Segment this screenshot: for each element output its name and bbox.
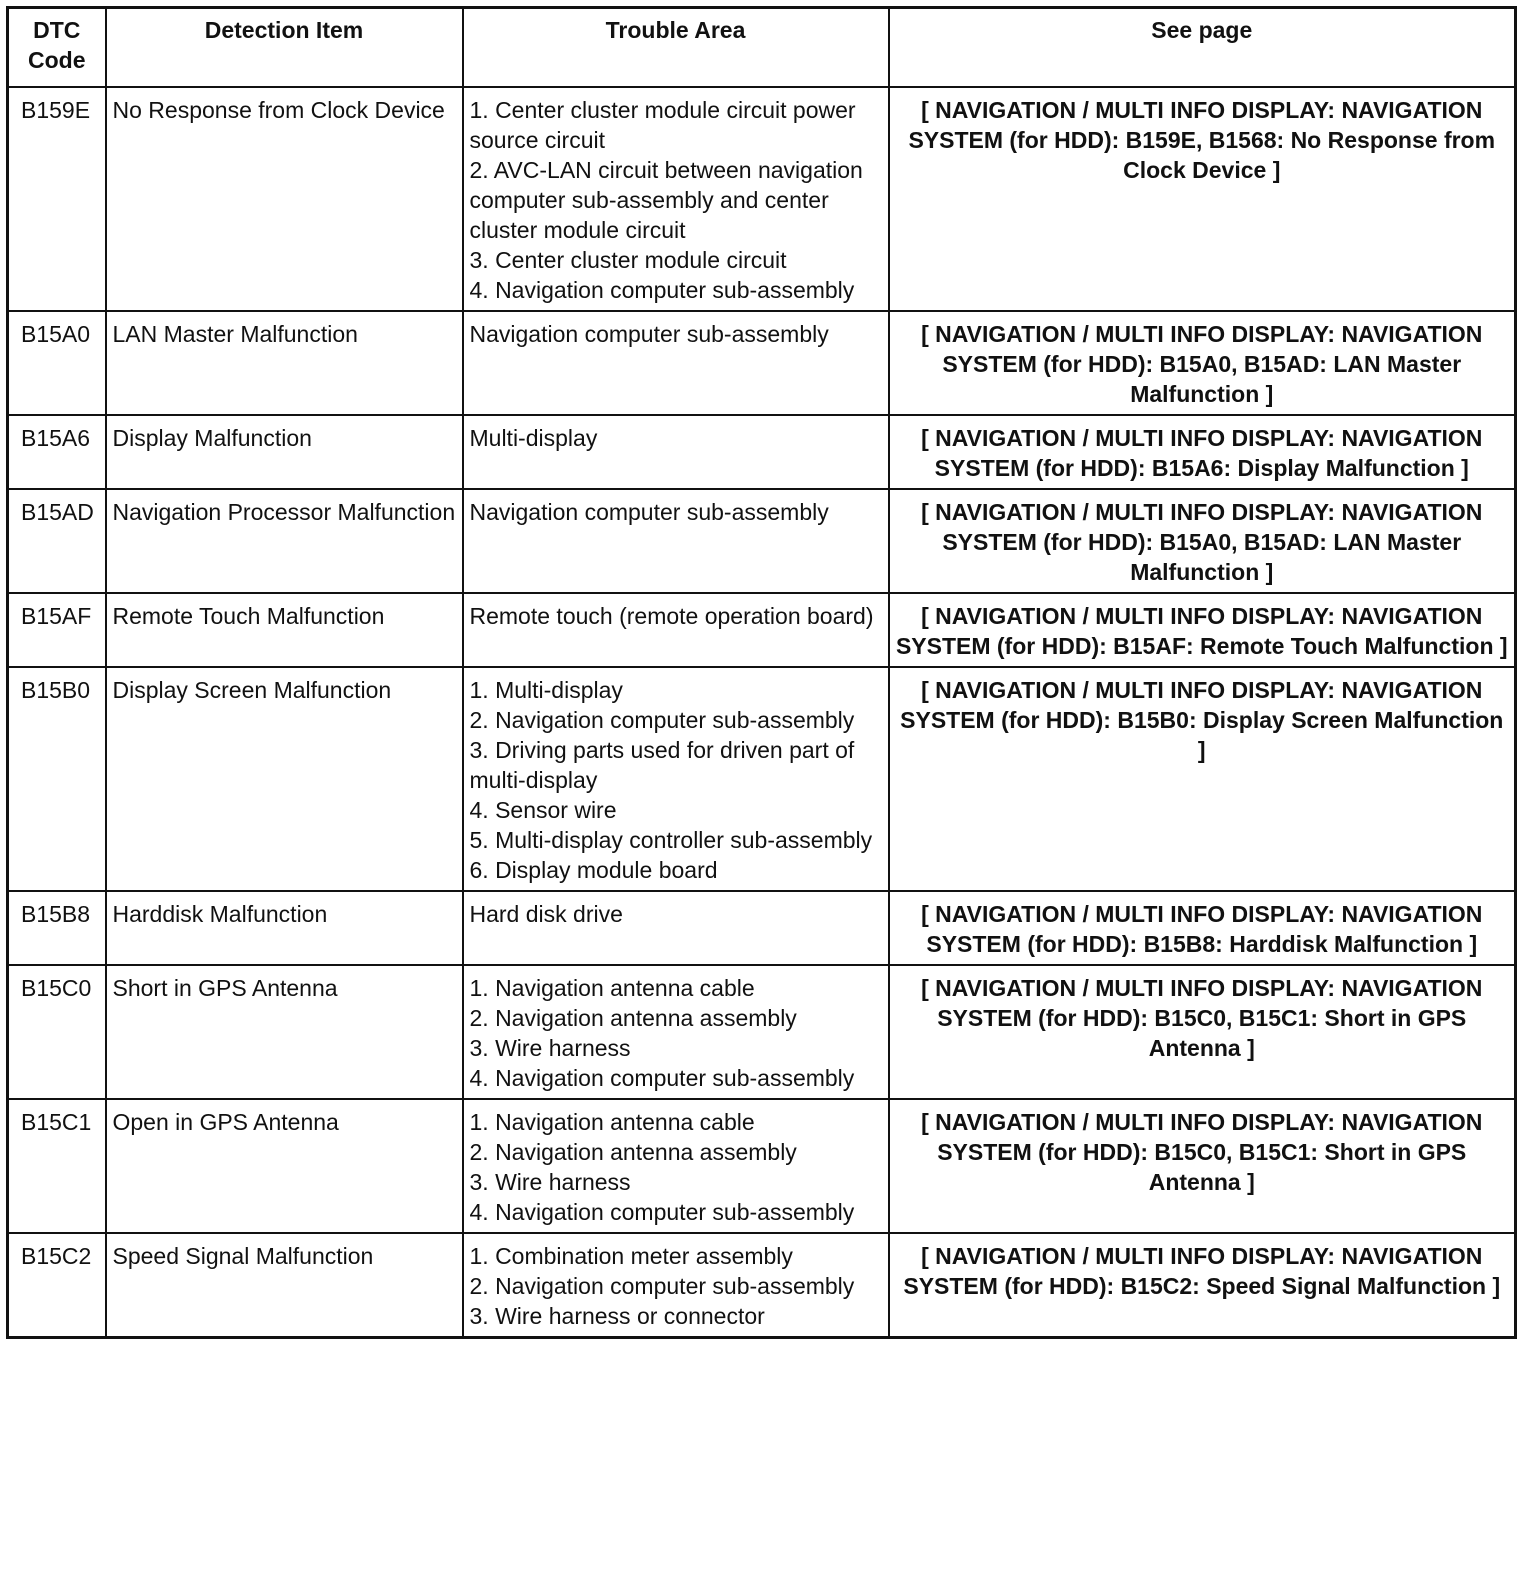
header-see-page: See page xyxy=(889,8,1516,88)
trouble-area-line: 2. AVC-LAN circuit between navigation computer sub-assembly and center cluster module circuit xyxy=(469,157,863,243)
trouble-area-cell xyxy=(463,1233,889,1338)
detection-item-cell: Display Malfunction xyxy=(106,415,463,489)
see-page-reference: [ NAVIGATION / MULTI INFO DISPLAY: NAVIGATION SYSTEM (for HDD): B15A6: Display Malfunction ] xyxy=(889,415,1516,489)
see-page-reference: [ NAVIGATION / MULTI INFO DISPLAY: NAVIGATION SYSTEM (for HDD): B15AF: Remote Touch Malfunction ] xyxy=(889,593,1516,667)
dtc-code-cell: B15B8 xyxy=(8,891,106,965)
trouble-area-cell xyxy=(463,87,889,311)
table-row xyxy=(8,667,1516,891)
see-page-reference: [ NAVIGATION / MULTI INFO DISPLAY: NAVIGATION SYSTEM (for HDD): B15A0, B15AD: LAN Master Malfunction ] xyxy=(889,311,1516,415)
dtc-code-cell: B159E xyxy=(8,87,106,311)
trouble-area-line: 1. Navigation antenna cable xyxy=(469,975,755,1001)
trouble-area-cell xyxy=(463,965,889,1099)
trouble-area-line: 1. Center cluster module circuit power source circuit xyxy=(469,97,856,153)
see-page-reference: [ NAVIGATION / MULTI INFO DISPLAY: NAVIGATION SYSTEM (for HDD): B15A0, B15AD: LAN Master Malfunction ] xyxy=(889,489,1516,593)
trouble-area-line: 3. Center cluster module circuit xyxy=(469,247,787,273)
trouble-area-cell xyxy=(463,311,889,415)
table-row xyxy=(8,1233,1516,1338)
trouble-area-line: 4. Navigation computer sub-assembly xyxy=(469,1065,855,1091)
trouble-area-line: Remote touch (remote operation board) xyxy=(469,603,874,629)
detection-item-cell: Speed Signal Malfunction xyxy=(106,1233,463,1338)
trouble-area-line: 2. Navigation antenna assembly xyxy=(469,1139,797,1165)
trouble-area-line: 1. Combination meter assembly xyxy=(469,1243,793,1269)
table-row xyxy=(8,1099,1516,1233)
trouble-area-line: Multi-display xyxy=(469,425,598,451)
dtc-code-cell: B15AD xyxy=(8,489,106,593)
trouble-area-cell xyxy=(463,1099,889,1233)
see-page-reference: [ NAVIGATION / MULTI INFO DISPLAY: NAVIGATION SYSTEM (for HDD): B15B8: Harddisk Malfunction ] xyxy=(889,891,1516,965)
trouble-area-line: 6. Display module board xyxy=(469,857,718,883)
detection-item-cell: Navigation Processor Malfunction xyxy=(106,489,463,593)
dtc-table xyxy=(6,6,1517,1339)
trouble-area-line: 3. Wire harness xyxy=(469,1169,631,1195)
see-page-reference: [ NAVIGATION / MULTI INFO DISPLAY: NAVIGATION SYSTEM (for HDD): B15B0: Display Screen Malfunction ] xyxy=(889,667,1516,891)
trouble-area-cell xyxy=(463,667,889,891)
trouble-area-line: 1. Multi-display xyxy=(469,677,623,703)
detection-item-cell: LAN Master Malfunction xyxy=(106,311,463,415)
detection-item-cell: Short in GPS Antenna xyxy=(106,965,463,1099)
dtc-code-cell: B15C1 xyxy=(8,1099,106,1233)
dtc-code-cell: B15C0 xyxy=(8,965,106,1099)
table-row xyxy=(8,593,1516,667)
header-detection-item: Detection Item xyxy=(106,8,463,88)
table-row xyxy=(8,87,1516,311)
dtc-code-cell: B15AF xyxy=(8,593,106,667)
trouble-area-line: 1. Navigation antenna cable xyxy=(469,1109,755,1135)
header-row xyxy=(8,8,1516,88)
see-page-reference: [ NAVIGATION / MULTI INFO DISPLAY: NAVIGATION SYSTEM (for HDD): B159E, B1568: No Response from Clock Device ] xyxy=(889,87,1516,311)
trouble-area-line: 3. Wire harness or connector xyxy=(469,1303,765,1329)
trouble-area-line: 5. Multi-display controller sub-assembly xyxy=(469,827,873,853)
table-row xyxy=(8,489,1516,593)
dtc-code-cell: B15A0 xyxy=(8,311,106,415)
trouble-area-line: Navigation computer sub-assembly xyxy=(469,499,829,525)
trouble-area-cell xyxy=(463,415,889,489)
trouble-area-line: 4. Navigation computer sub-assembly xyxy=(469,277,855,303)
dtc-code-cell: B15B0 xyxy=(8,667,106,891)
trouble-area-line: Hard disk drive xyxy=(469,901,623,927)
header-dtc-code: DTC Code xyxy=(8,8,106,88)
trouble-area-line: 2. Navigation computer sub-assembly xyxy=(469,707,855,733)
detection-item-cell: No Response from Clock Device xyxy=(106,87,463,311)
trouble-area-cell xyxy=(463,489,889,593)
detection-item-cell: Open in GPS Antenna xyxy=(106,1099,463,1233)
table-row xyxy=(8,965,1516,1099)
trouble-area-cell xyxy=(463,891,889,965)
dtc-code-cell: B15A6 xyxy=(8,415,106,489)
trouble-area-line: 2. Navigation antenna assembly xyxy=(469,1005,797,1031)
trouble-area-line: 3. Wire harness xyxy=(469,1035,631,1061)
detection-item-cell: Display Screen Malfunction xyxy=(106,667,463,891)
see-page-reference: [ NAVIGATION / MULTI INFO DISPLAY: NAVIGATION SYSTEM (for HDD): B15C0, B15C1: Short in GPS Antenna ] xyxy=(889,965,1516,1099)
detection-item-cell: Harddisk Malfunction xyxy=(106,891,463,965)
see-page-reference: [ NAVIGATION / MULTI INFO DISPLAY: NAVIGATION SYSTEM (for HDD): B15C2: Speed Signal Malfunction ] xyxy=(889,1233,1516,1338)
header-trouble-area: Trouble Area xyxy=(463,8,889,88)
table-row xyxy=(8,891,1516,965)
see-page-reference: [ NAVIGATION / MULTI INFO DISPLAY: NAVIGATION SYSTEM (for HDD): B15C0, B15C1: Short in GPS Antenna ] xyxy=(889,1099,1516,1233)
table-row xyxy=(8,415,1516,489)
detection-item-cell: Remote Touch Malfunction xyxy=(106,593,463,667)
trouble-area-line: 4. Navigation computer sub-assembly xyxy=(469,1199,855,1225)
trouble-area-line: Navigation computer sub-assembly xyxy=(469,321,829,347)
trouble-area-cell xyxy=(463,593,889,667)
table-body xyxy=(8,87,1516,1338)
trouble-area-line: 4. Sensor wire xyxy=(469,797,617,823)
dtc-code-cell: B15C2 xyxy=(8,1233,106,1338)
trouble-area-line: 3. Driving parts used for driven part of multi-display xyxy=(469,737,855,793)
table-row xyxy=(8,311,1516,415)
trouble-area-line: 2. Navigation computer sub-assembly xyxy=(469,1273,855,1299)
